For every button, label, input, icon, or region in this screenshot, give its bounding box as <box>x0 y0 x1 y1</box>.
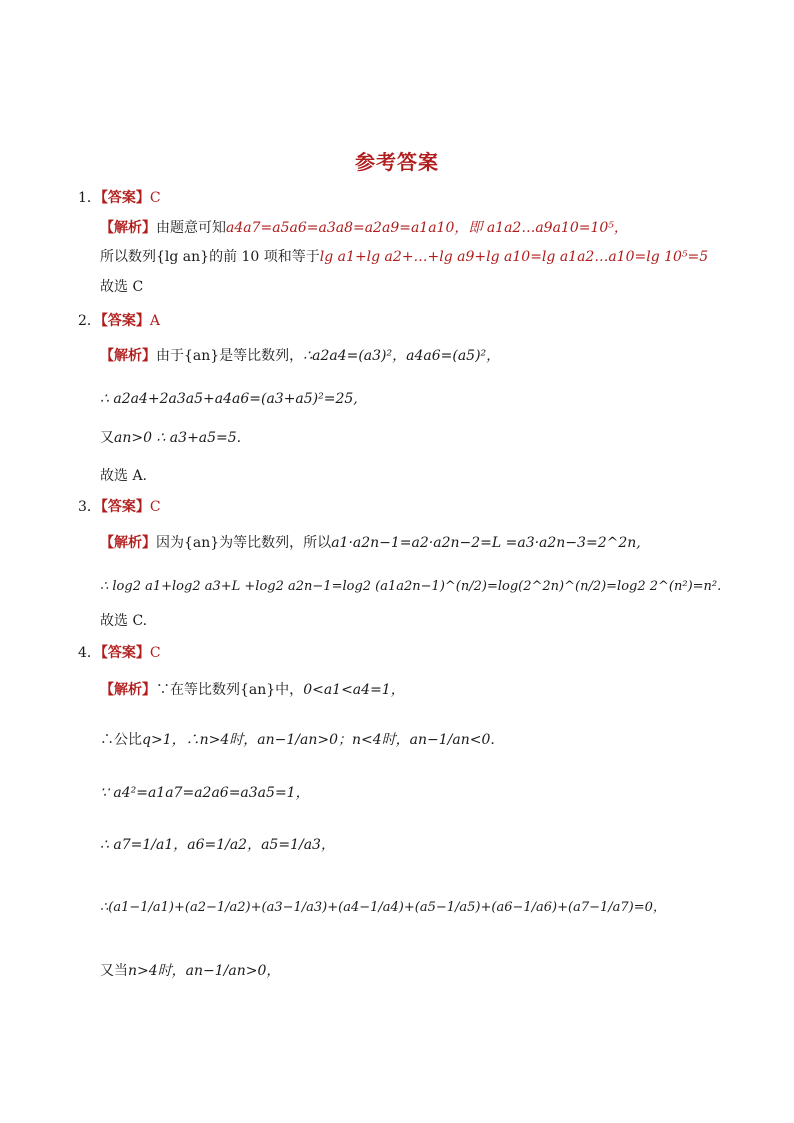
analysis-math: ∴ a7=1/a1，a6=1/a2，a5=1/a3， <box>100 837 335 853</box>
analysis-math: an−1/an>0；n<4时，an−1/an<0. <box>257 732 495 748</box>
analysis-tag: 【解析】 <box>100 348 156 364</box>
analysis-math: ∴a2a4=(a3)²，a4a6=(a5)²， <box>303 348 501 364</box>
analysis-text: 由题意可知 <box>156 220 226 236</box>
analysis-math: 0<a1<a4=1， <box>303 682 405 698</box>
analysis-4-line-2 <box>100 730 495 750</box>
analysis-text: 所以数列{lg an}的前 10 项和等于 <box>100 249 320 265</box>
analysis-3-line-1 <box>100 533 641 553</box>
analysis-2-line-2 <box>100 389 358 409</box>
answer-value: C <box>149 645 161 661</box>
analysis-math: ∴ a2a4+2a3a5+a4a6=(a3+a5)²=25, <box>100 391 358 407</box>
answer-value: C <box>149 499 161 515</box>
analysis-2-line-3 <box>100 428 241 448</box>
analysis-math: lg a1+lg a2+…+lg a9+lg a10=lg a1a2…a10=lg 10⁵=5 <box>319 249 709 265</box>
analysis-3-choose: 故选 C. <box>100 613 148 629</box>
analysis-4-line-6 <box>100 961 280 981</box>
analysis-math: a1·a2n−1=a2·a2n−2=L =a3·a2n−3=2^2n, <box>331 535 641 551</box>
analysis-tag: 【解析】 <box>100 682 156 698</box>
analysis-1-choose: 故选 C <box>100 279 144 295</box>
analysis-1-line-2 <box>100 247 708 267</box>
analysis-4-line-1 <box>100 680 405 700</box>
analysis-4-line-5 <box>100 898 666 918</box>
answer-tag: 【答案】 <box>100 499 150 515</box>
answer-tag: 【答案】 <box>100 645 150 661</box>
answer-4-header <box>78 643 161 663</box>
analysis-text: 又当 <box>100 963 128 979</box>
analysis-text: ∴公比 <box>100 732 142 748</box>
page-title: 参考答案 <box>355 150 439 174</box>
answer-value: C <box>149 190 161 206</box>
item-number: 1． <box>78 190 101 206</box>
answer-1-header <box>78 188 161 208</box>
analysis-math: q>1，∴n>4时， <box>142 732 258 748</box>
answer-3-header <box>78 497 161 517</box>
analysis-4-line-4 <box>100 835 335 855</box>
analysis-2-choose: 故选 A. <box>100 468 148 484</box>
answer-value: A <box>149 313 161 329</box>
answer-2-header <box>78 311 160 331</box>
answer-tag: 【答案】 <box>100 190 150 206</box>
analysis-1-line-1 <box>100 218 628 238</box>
analysis-math: ∴ log2 a1+log2 a3+L +log2 a2n−1=log2 (a1a2n−1)^(n/2)=log(2^2n)^(n/2)=log2 2^(n²)=n². <box>100 579 722 594</box>
item-number: 2． <box>78 313 101 329</box>
analysis-tag: 【解析】 <box>100 535 156 551</box>
answer-tag: 【答案】 <box>100 313 150 329</box>
analysis-2-line-1 <box>100 346 500 366</box>
item-number: 4． <box>78 645 101 661</box>
analysis-math: an>0 ∴ a3+a5=5. <box>114 430 242 446</box>
analysis-text: 因为{an}为等比数列，所以 <box>156 535 332 551</box>
analysis-math: ∵ a4²=a1a7=a2a6=a3a5=1， <box>100 785 310 801</box>
analysis-tag: 【解析】 <box>100 220 156 236</box>
item-number: 3． <box>78 499 101 515</box>
analysis-text: 由于{an}是等比数列， <box>156 348 304 364</box>
analysis-math: a4a7=a5a6=a3a8=a2a9=a1a10，即 a1a2…a9a10=10⁵， <box>226 220 628 236</box>
analysis-text: ∵在等比数列{an}中， <box>156 682 304 698</box>
analysis-4-line-3 <box>100 783 310 803</box>
analysis-text: 又 <box>100 430 114 446</box>
analysis-math: ∴(a1−1/a1)+(a2−1/a2)+(a3−1/a3)+(a4−1/a4)+(a5−1/a5)+(a6−1/a6)+(a7−1/a7)=0， <box>100 900 666 915</box>
analysis-math: n>4时，an−1/an>0， <box>128 963 281 979</box>
analysis-3-line-2 <box>100 577 721 597</box>
